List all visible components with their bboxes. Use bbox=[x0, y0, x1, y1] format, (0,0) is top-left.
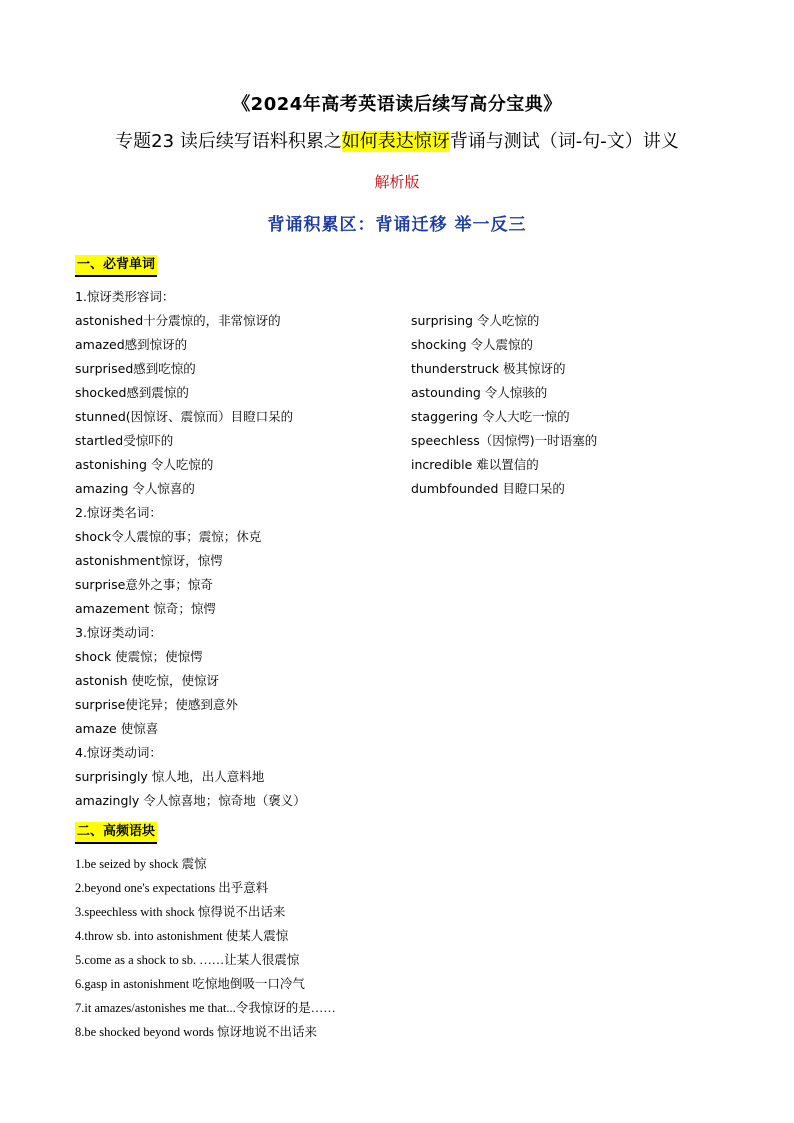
word-line: shocking 令人震惊的 bbox=[411, 337, 533, 352]
word-line: incredible 难以置信的 bbox=[411, 457, 539, 472]
word-list-right bbox=[411, 309, 597, 501]
section-heading-words: 一、必背单词 bbox=[75, 255, 157, 277]
word-line: astonishing 令人吃惊的 bbox=[75, 457, 214, 472]
word-line: amaze 使惊喜 bbox=[75, 721, 159, 736]
word-line: surprised感到吃惊的 bbox=[75, 361, 196, 376]
word-line: shocked感到震惊的 bbox=[75, 385, 189, 400]
phrase-line: 1.be seized by shock 震惊 bbox=[75, 857, 207, 871]
word-line: amazing 令人惊喜的 bbox=[75, 481, 195, 496]
word-line: surprise意外之事；惊奇 bbox=[75, 577, 213, 592]
phrase-line: 7.it amazes/astonishes me that...令我惊讶的是…… bbox=[75, 1001, 336, 1015]
document-title: 《2024年高考英语读后续写高分宝典》 bbox=[232, 94, 562, 115]
subtitle-suffix: 背诵与测试（词-句-文）讲义 bbox=[449, 131, 679, 152]
edition-label: 解析版 bbox=[374, 173, 420, 191]
word-line: 3.惊讶类动词： bbox=[75, 625, 162, 640]
word-line: speechless（因惊愕)一时语塞的 bbox=[411, 433, 598, 448]
word-line: dumbfounded 目瞪口呆的 bbox=[411, 481, 565, 496]
subtitle-highlight: 如何表达惊讶 bbox=[341, 131, 450, 152]
word-line: astonishment惊讶，惊愕 bbox=[75, 553, 223, 568]
zone-title: 背诵积累区：背诵迁移 举一反三 bbox=[267, 215, 527, 235]
word-line: 4.惊讶类动词： bbox=[75, 745, 162, 760]
word-line: stunned(因惊讶、震惊而）目瞪口呆的 bbox=[75, 409, 294, 424]
phrase-line: 4.throw sb. into astonishment 使某人震惊 bbox=[75, 929, 289, 943]
phrase-line: 2.beyond one's expectations 出乎意料 bbox=[75, 881, 269, 895]
phrase-line: 8.be shocked beyond words 惊讶地说不出话来 bbox=[75, 1025, 317, 1039]
word-line: astonished十分震惊的，非常惊讶的 bbox=[75, 313, 281, 328]
subtitle-prefix: 专题23 读后续写语料积累之 bbox=[115, 131, 342, 152]
word-line: shock令人震惊的事；震惊；休克 bbox=[75, 529, 262, 544]
word-line: astonish 使吃惊，使惊讶 bbox=[75, 673, 220, 688]
word-line: surprising 令人吃惊的 bbox=[411, 313, 540, 328]
phrase-list bbox=[75, 852, 336, 1044]
word-list-left bbox=[75, 285, 306, 813]
word-line: amazement 惊奇；惊愕 bbox=[75, 601, 216, 616]
phrase-line: 6.gasp in astonishment 吃惊地倒吸一口冷气 bbox=[75, 977, 305, 991]
phrase-line: 5.come as a shock to sb. ……让某人很震惊 bbox=[75, 953, 300, 967]
word-line: staggering 令人大吃一惊的 bbox=[411, 409, 570, 424]
word-line: amazed感到惊讶的 bbox=[75, 337, 188, 352]
phrase-line: 3.speechless with shock 惊得说不出话来 bbox=[75, 905, 286, 919]
document-subtitle bbox=[0, 127, 794, 153]
word-line: amazingly 令人惊喜地；惊奇地（褒义） bbox=[75, 793, 306, 808]
word-line: astounding 令人惊骇的 bbox=[411, 385, 548, 400]
word-line: shock 使震惊；使惊愕 bbox=[75, 649, 203, 664]
word-line: surprisingly 惊人地，出人意料地 bbox=[75, 769, 265, 784]
word-line: 2.惊讶类名词： bbox=[75, 505, 162, 520]
word-line: thunderstruck 极其惊讶的 bbox=[411, 361, 566, 376]
section-heading-phrases: 二、高频语块 bbox=[75, 822, 157, 844]
word-line: surprise使诧异；使感到意外 bbox=[75, 697, 238, 712]
word-line: startled受惊吓的 bbox=[75, 433, 174, 448]
word-line: 1.惊讶类形容词： bbox=[75, 289, 175, 304]
